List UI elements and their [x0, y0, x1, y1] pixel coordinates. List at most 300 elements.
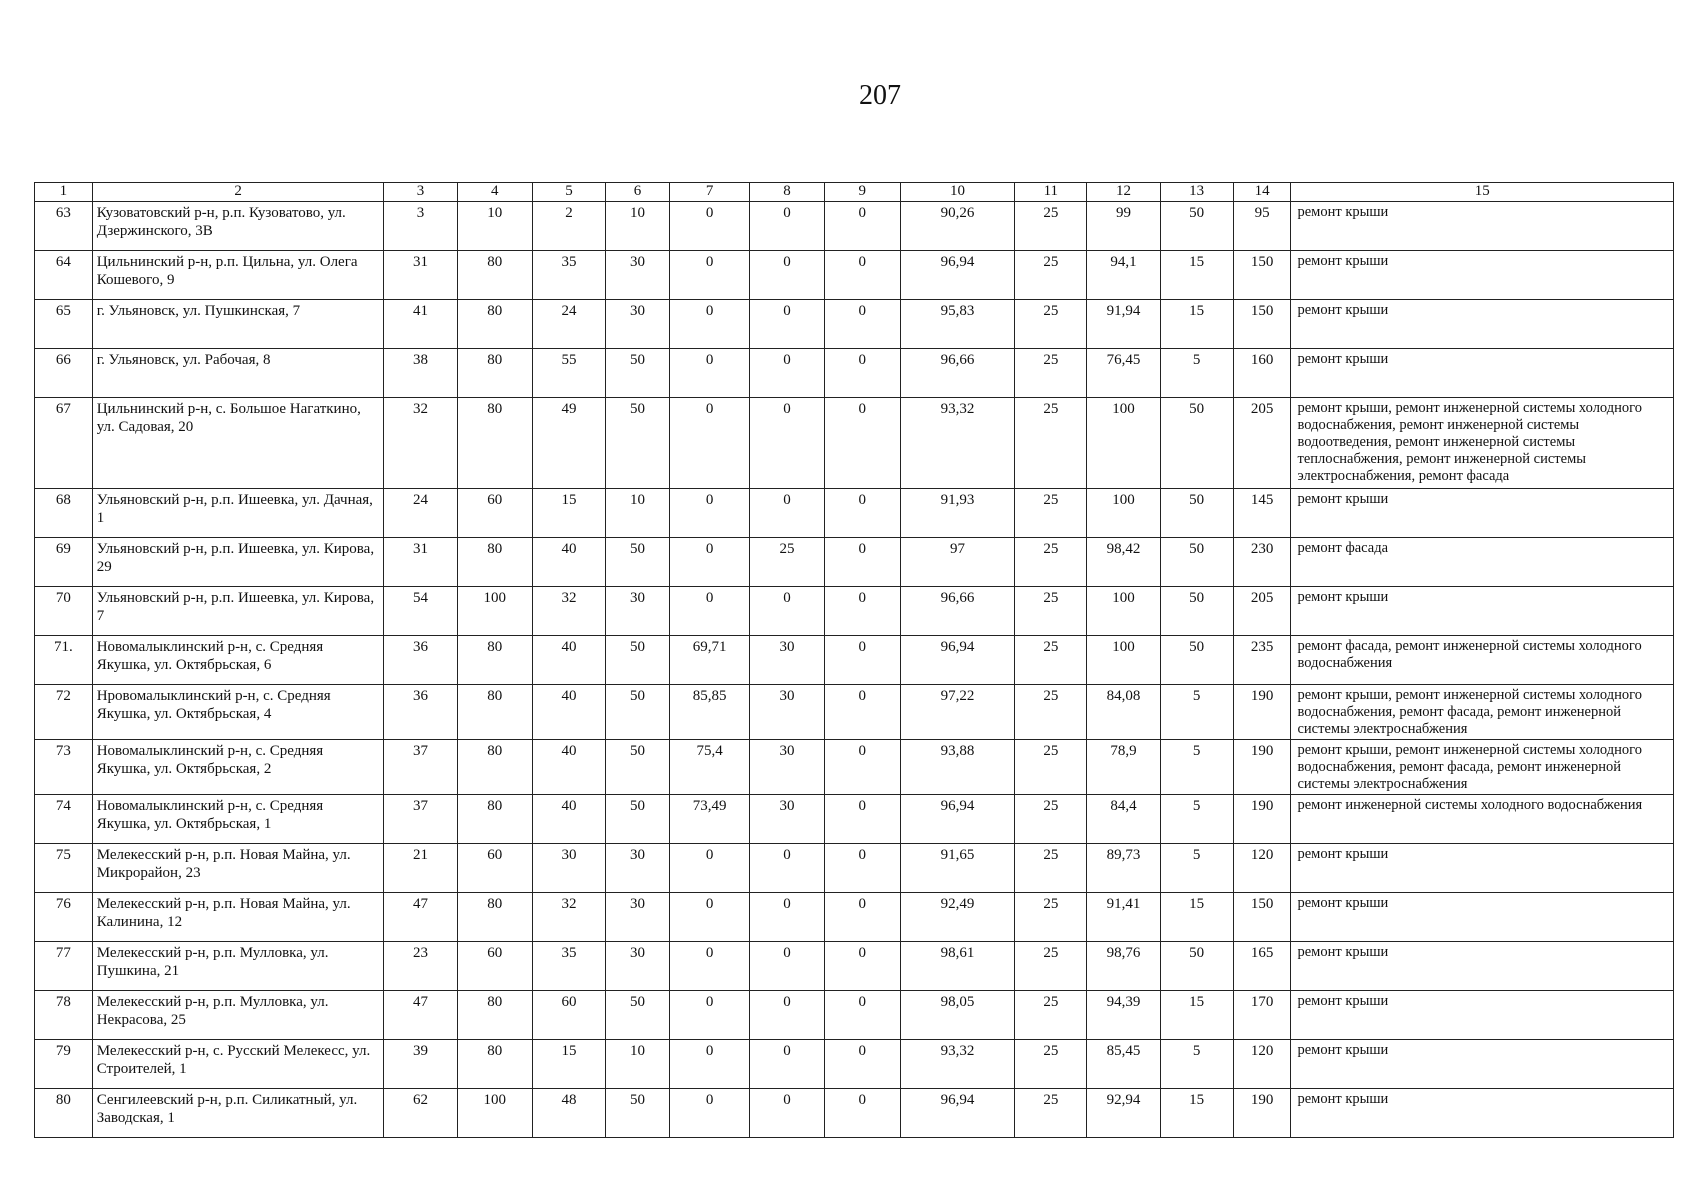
table-row — [35, 844, 1674, 893]
repair-works-cell: ремонт инженерной системы холодного водоснабжения — [1291, 795, 1674, 844]
value-cell-col-11: 25 — [1015, 349, 1087, 398]
repair-works-cell: ремонт крыши — [1291, 991, 1674, 1040]
value-cell-col-3: 23 — [384, 942, 457, 991]
value-cell-col-10: 92,49 — [900, 893, 1014, 942]
value-cell-col-7: 0 — [669, 991, 749, 1040]
header-cell: 7 — [669, 183, 749, 202]
table-row — [35, 489, 1674, 538]
row-number-cell: 74 — [35, 795, 93, 844]
value-cell-col-3: 31 — [384, 251, 457, 300]
header-cell: 1 — [35, 183, 93, 202]
value-cell-col-4: 100 — [457, 1089, 532, 1138]
value-cell-col-12: 94,39 — [1087, 991, 1160, 1040]
value-cell-col-14: 190 — [1233, 685, 1291, 740]
value-cell-col-9: 0 — [824, 685, 900, 740]
value-cell-col-11: 25 — [1015, 991, 1087, 1040]
value-cell-col-7: 0 — [669, 1089, 749, 1138]
value-cell-col-3: 38 — [384, 349, 457, 398]
value-cell-col-4: 80 — [457, 251, 532, 300]
value-cell-col-5: 40 — [532, 538, 605, 587]
value-cell-col-4: 10 — [457, 202, 532, 251]
address-cell: Мелекесский р-н, р.п. Новая Майна, ул. Калинина, 12 — [92, 893, 384, 942]
value-cell-col-12: 84,08 — [1087, 685, 1160, 740]
value-cell-col-8: 0 — [750, 398, 824, 489]
value-cell-col-9: 0 — [824, 538, 900, 587]
value-cell-col-13: 15 — [1160, 300, 1233, 349]
value-cell-col-11: 25 — [1015, 300, 1087, 349]
value-cell-col-13: 5 — [1160, 1040, 1233, 1089]
value-cell-col-8: 0 — [750, 1040, 824, 1089]
table-row — [35, 685, 1674, 740]
value-cell-col-12: 98,76 — [1087, 942, 1160, 991]
value-cell-col-11: 25 — [1015, 942, 1087, 991]
value-cell-col-7: 0 — [669, 202, 749, 251]
value-cell-col-11: 25 — [1015, 844, 1087, 893]
value-cell-col-10: 93,88 — [900, 740, 1014, 795]
value-cell-col-5: 30 — [532, 844, 605, 893]
value-cell-col-8: 25 — [750, 538, 824, 587]
value-cell-col-3: 21 — [384, 844, 457, 893]
value-cell-col-6: 50 — [606, 1089, 670, 1138]
value-cell-col-4: 80 — [457, 893, 532, 942]
value-cell-col-5: 40 — [532, 795, 605, 844]
header-cell: 6 — [606, 183, 670, 202]
table-header-row — [35, 183, 1674, 202]
value-cell-col-8: 0 — [750, 893, 824, 942]
value-cell-col-9: 0 — [824, 893, 900, 942]
row-number-cell: 72 — [35, 685, 93, 740]
value-cell-col-10: 98,05 — [900, 991, 1014, 1040]
row-number-cell: 66 — [35, 349, 93, 398]
value-cell-col-12: 99 — [1087, 202, 1160, 251]
value-cell-col-14: 205 — [1233, 398, 1291, 489]
value-cell-col-13: 50 — [1160, 489, 1233, 538]
value-cell-col-10: 91,93 — [900, 489, 1014, 538]
value-cell-col-4: 80 — [457, 991, 532, 1040]
value-cell-col-13: 50 — [1160, 398, 1233, 489]
value-cell-col-9: 0 — [824, 636, 900, 685]
header-cell: 4 — [457, 183, 532, 202]
table-row — [35, 587, 1674, 636]
value-cell-col-13: 50 — [1160, 538, 1233, 587]
value-cell-col-6: 30 — [606, 587, 670, 636]
value-cell-col-14: 150 — [1233, 251, 1291, 300]
value-cell-col-12: 84,4 — [1087, 795, 1160, 844]
value-cell-col-9: 0 — [824, 991, 900, 1040]
value-cell-col-3: 24 — [384, 489, 457, 538]
value-cell-col-7: 73,49 — [669, 795, 749, 844]
value-cell-col-3: 3 — [384, 202, 457, 251]
value-cell-col-7: 0 — [669, 844, 749, 893]
repair-works-cell: ремонт фасада — [1291, 538, 1674, 587]
value-cell-col-3: 37 — [384, 795, 457, 844]
value-cell-col-12: 100 — [1087, 587, 1160, 636]
value-cell-col-6: 50 — [606, 636, 670, 685]
address-cell: Нровомалыклинский р-н, с. Средняя Якушка, ул. Октябрьская, 4 — [92, 685, 384, 740]
value-cell-col-8: 30 — [750, 795, 824, 844]
row-number-cell: 64 — [35, 251, 93, 300]
value-cell-col-5: 15 — [532, 489, 605, 538]
value-cell-col-11: 25 — [1015, 1089, 1087, 1138]
value-cell-col-7: 0 — [669, 942, 749, 991]
value-cell-col-13: 15 — [1160, 991, 1233, 1040]
value-cell-col-8: 0 — [750, 300, 824, 349]
repair-works-cell: ремонт фасада, ремонт инженерной системы холодного водоснабжения — [1291, 636, 1674, 685]
value-cell-col-3: 36 — [384, 685, 457, 740]
value-cell-col-13: 5 — [1160, 844, 1233, 893]
value-cell-col-7: 0 — [669, 893, 749, 942]
value-cell-col-13: 15 — [1160, 893, 1233, 942]
value-cell-col-9: 0 — [824, 489, 900, 538]
value-cell-col-4: 80 — [457, 349, 532, 398]
value-cell-col-11: 25 — [1015, 636, 1087, 685]
header-cell: 9 — [824, 183, 900, 202]
value-cell-col-13: 15 — [1160, 1089, 1233, 1138]
value-cell-col-6: 10 — [606, 202, 670, 251]
table-row — [35, 398, 1674, 489]
value-cell-col-9: 0 — [824, 1040, 900, 1089]
value-cell-col-14: 120 — [1233, 844, 1291, 893]
value-cell-col-4: 80 — [457, 300, 532, 349]
value-cell-col-13: 5 — [1160, 795, 1233, 844]
value-cell-col-3: 39 — [384, 1040, 457, 1089]
value-cell-col-12: 76,45 — [1087, 349, 1160, 398]
value-cell-col-14: 150 — [1233, 300, 1291, 349]
value-cell-col-10: 98,61 — [900, 942, 1014, 991]
value-cell-col-8: 30 — [750, 740, 824, 795]
value-cell-col-14: 150 — [1233, 893, 1291, 942]
value-cell-col-10: 96,94 — [900, 1089, 1014, 1138]
header-cell: 10 — [900, 183, 1014, 202]
value-cell-col-5: 49 — [532, 398, 605, 489]
row-number-cell: 73 — [35, 740, 93, 795]
value-cell-col-6: 10 — [606, 1040, 670, 1089]
value-cell-col-7: 0 — [669, 349, 749, 398]
value-cell-col-14: 190 — [1233, 1089, 1291, 1138]
row-number-cell: 78 — [35, 991, 93, 1040]
value-cell-col-5: 24 — [532, 300, 605, 349]
value-cell-col-3: 47 — [384, 893, 457, 942]
value-cell-col-7: 0 — [669, 300, 749, 349]
value-cell-col-11: 25 — [1015, 1040, 1087, 1089]
value-cell-col-14: 165 — [1233, 942, 1291, 991]
repair-works-cell: ремонт крыши — [1291, 1040, 1674, 1089]
value-cell-col-6: 30 — [606, 251, 670, 300]
address-cell: Новомалыклинский р-н, с. Средняя Якушка, ул. Октябрьская, 6 — [92, 636, 384, 685]
header-cell: 12 — [1087, 183, 1160, 202]
value-cell-col-3: 41 — [384, 300, 457, 349]
address-cell: Ульяновский р-н, р.п. Ишеевка, ул. Кирова, 7 — [92, 587, 384, 636]
value-cell-col-11: 25 — [1015, 740, 1087, 795]
value-cell-col-4: 80 — [457, 398, 532, 489]
table-row — [35, 1040, 1674, 1089]
value-cell-col-6: 50 — [606, 538, 670, 587]
value-cell-col-7: 69,71 — [669, 636, 749, 685]
value-cell-col-14: 205 — [1233, 587, 1291, 636]
value-cell-col-14: 235 — [1233, 636, 1291, 685]
value-cell-col-8: 0 — [750, 251, 824, 300]
value-cell-col-10: 96,94 — [900, 636, 1014, 685]
value-cell-col-6: 50 — [606, 398, 670, 489]
value-cell-col-13: 5 — [1160, 740, 1233, 795]
value-cell-col-3: 37 — [384, 740, 457, 795]
value-cell-col-6: 30 — [606, 300, 670, 349]
value-cell-col-12: 98,42 — [1087, 538, 1160, 587]
header-cell: 15 — [1291, 183, 1674, 202]
value-cell-col-7: 0 — [669, 587, 749, 636]
header-cell: 14 — [1233, 183, 1291, 202]
repair-works-cell: ремонт крыши — [1291, 1089, 1674, 1138]
value-cell-col-8: 0 — [750, 489, 824, 538]
value-cell-col-4: 60 — [457, 844, 532, 893]
value-cell-col-5: 35 — [532, 942, 605, 991]
value-cell-col-4: 60 — [457, 489, 532, 538]
value-cell-col-6: 30 — [606, 893, 670, 942]
address-cell: Цильнинский р-н, р.п. Цильна, ул. Олега Кошевого, 9 — [92, 251, 384, 300]
header-cell: 11 — [1015, 183, 1087, 202]
value-cell-col-10: 97,22 — [900, 685, 1014, 740]
capital-repair-table — [34, 182, 1674, 1138]
value-cell-col-9: 0 — [824, 202, 900, 251]
value-cell-col-12: 92,94 — [1087, 1089, 1160, 1138]
value-cell-col-12: 100 — [1087, 636, 1160, 685]
value-cell-col-13: 5 — [1160, 685, 1233, 740]
value-cell-col-3: 54 — [384, 587, 457, 636]
value-cell-col-5: 40 — [532, 636, 605, 685]
repair-works-cell: ремонт крыши, ремонт инженерной системы холодного водоснабжения, ремонт фасада, ремонт инженерной системы электроснабжения — [1291, 685, 1674, 740]
value-cell-col-9: 0 — [824, 1089, 900, 1138]
value-cell-col-4: 80 — [457, 636, 532, 685]
value-cell-col-9: 0 — [824, 740, 900, 795]
value-cell-col-7: 85,85 — [669, 685, 749, 740]
row-number-cell: 77 — [35, 942, 93, 991]
value-cell-col-9: 0 — [824, 398, 900, 489]
value-cell-col-14: 120 — [1233, 1040, 1291, 1089]
value-cell-col-8: 0 — [750, 844, 824, 893]
table-row — [35, 300, 1674, 349]
value-cell-col-10: 96,66 — [900, 349, 1014, 398]
repair-works-cell: ремонт крыши, ремонт инженерной системы холодного водоснабжения, ремонт инженерной системы водоотведения, ремонт инженерной системы теплоснабжения, ремонт инженерной системы электроснабжения, ремонт фасада — [1291, 398, 1674, 489]
value-cell-col-8: 0 — [750, 991, 824, 1040]
value-cell-col-6: 50 — [606, 991, 670, 1040]
value-cell-col-12: 100 — [1087, 489, 1160, 538]
value-cell-col-12: 94,1 — [1087, 251, 1160, 300]
value-cell-col-7: 0 — [669, 1040, 749, 1089]
table-row — [35, 251, 1674, 300]
value-cell-col-9: 0 — [824, 300, 900, 349]
value-cell-col-6: 30 — [606, 942, 670, 991]
table-row — [35, 1089, 1674, 1138]
row-number-cell: 79 — [35, 1040, 93, 1089]
value-cell-col-5: 60 — [532, 991, 605, 1040]
row-number-cell: 68 — [35, 489, 93, 538]
value-cell-col-7: 0 — [669, 538, 749, 587]
row-number-cell: 71. — [35, 636, 93, 685]
value-cell-col-11: 25 — [1015, 538, 1087, 587]
repair-works-cell: ремонт крыши — [1291, 202, 1674, 251]
value-cell-col-11: 25 — [1015, 893, 1087, 942]
value-cell-col-11: 25 — [1015, 489, 1087, 538]
value-cell-col-6: 50 — [606, 685, 670, 740]
value-cell-col-10: 95,83 — [900, 300, 1014, 349]
value-cell-col-10: 96,94 — [900, 795, 1014, 844]
address-cell: Ульяновский р-н, р.п. Ишеевка, ул. Дачная, 1 — [92, 489, 384, 538]
value-cell-col-9: 0 — [824, 795, 900, 844]
value-cell-col-13: 15 — [1160, 251, 1233, 300]
value-cell-col-8: 30 — [750, 636, 824, 685]
address-cell: Новомалыклинский р-н, с. Средняя Якушка, ул. Октябрьская, 1 — [92, 795, 384, 844]
table-row — [35, 349, 1674, 398]
value-cell-col-10: 90,26 — [900, 202, 1014, 251]
table-row — [35, 740, 1674, 795]
value-cell-col-5: 32 — [532, 893, 605, 942]
repair-works-cell: ремонт крыши — [1291, 251, 1674, 300]
value-cell-col-10: 96,94 — [900, 251, 1014, 300]
value-cell-col-9: 0 — [824, 349, 900, 398]
header-cell: 13 — [1160, 183, 1233, 202]
value-cell-col-7: 0 — [669, 489, 749, 538]
value-cell-col-12: 100 — [1087, 398, 1160, 489]
value-cell-col-9: 0 — [824, 587, 900, 636]
value-cell-col-9: 0 — [824, 251, 900, 300]
value-cell-col-11: 25 — [1015, 202, 1087, 251]
value-cell-col-3: 47 — [384, 991, 457, 1040]
header-cell: 3 — [384, 183, 457, 202]
value-cell-col-4: 100 — [457, 587, 532, 636]
value-cell-col-6: 50 — [606, 740, 670, 795]
table-row — [35, 538, 1674, 587]
value-cell-col-14: 230 — [1233, 538, 1291, 587]
row-number-cell: 76 — [35, 893, 93, 942]
value-cell-col-11: 25 — [1015, 587, 1087, 636]
value-cell-col-13: 5 — [1160, 349, 1233, 398]
value-cell-col-11: 25 — [1015, 398, 1087, 489]
address-cell: Сенгилеевский р-н, р.п. Силикатный, ул. Заводская, 1 — [92, 1089, 384, 1138]
address-cell: Ульяновский р-н, р.п. Ишеевка, ул. Кирова, 29 — [92, 538, 384, 587]
address-cell: Новомалыклинский р-н, с. Средняя Якушка, ул. Октябрьская, 2 — [92, 740, 384, 795]
value-cell-col-8: 0 — [750, 1089, 824, 1138]
address-cell: г. Ульяновск, ул. Рабочая, 8 — [92, 349, 384, 398]
value-cell-col-12: 78,9 — [1087, 740, 1160, 795]
value-cell-col-14: 95 — [1233, 202, 1291, 251]
value-cell-col-13: 50 — [1160, 587, 1233, 636]
value-cell-col-14: 190 — [1233, 795, 1291, 844]
repair-works-cell: ремонт крыши, ремонт инженерной системы холодного водоснабжения, ремонт фасада, ремонт инженерной системы электроснабжения — [1291, 740, 1674, 795]
value-cell-col-11: 25 — [1015, 795, 1087, 844]
repair-works-cell: ремонт крыши — [1291, 489, 1674, 538]
value-cell-col-6: 50 — [606, 349, 670, 398]
value-cell-col-3: 32 — [384, 398, 457, 489]
value-cell-col-3: 36 — [384, 636, 457, 685]
row-number-cell: 80 — [35, 1089, 93, 1138]
repair-works-cell: ремонт крыши — [1291, 893, 1674, 942]
value-cell-col-9: 0 — [824, 942, 900, 991]
address-cell: Мелекесский р-н, р.п. Новая Майна, ул. Микрорайон, 23 — [92, 844, 384, 893]
value-cell-col-13: 50 — [1160, 636, 1233, 685]
value-cell-col-12: 89,73 — [1087, 844, 1160, 893]
value-cell-col-4: 80 — [457, 795, 532, 844]
value-cell-col-4: 60 — [457, 942, 532, 991]
value-cell-col-12: 91,41 — [1087, 893, 1160, 942]
address-cell: Цильнинский р-н, с. Большое Нагаткино, ул. Садовая, 20 — [92, 398, 384, 489]
value-cell-col-3: 31 — [384, 538, 457, 587]
value-cell-col-8: 0 — [750, 202, 824, 251]
value-cell-col-5: 32 — [532, 587, 605, 636]
header-cell: 8 — [750, 183, 824, 202]
header-cell: 5 — [532, 183, 605, 202]
value-cell-col-11: 25 — [1015, 251, 1087, 300]
value-cell-col-4: 80 — [457, 1040, 532, 1089]
value-cell-col-8: 0 — [750, 349, 824, 398]
value-cell-col-14: 190 — [1233, 740, 1291, 795]
value-cell-col-11: 25 — [1015, 685, 1087, 740]
value-cell-col-5: 15 — [532, 1040, 605, 1089]
value-cell-col-14: 160 — [1233, 349, 1291, 398]
row-number-cell: 69 — [35, 538, 93, 587]
value-cell-col-8: 0 — [750, 587, 824, 636]
address-cell: Кузоватовский р-н, р.п. Кузоватово, ул. Дзержинского, 3В — [92, 202, 384, 251]
table-row — [35, 636, 1674, 685]
table-row — [35, 795, 1674, 844]
value-cell-col-12: 91,94 — [1087, 300, 1160, 349]
value-cell-col-6: 50 — [606, 795, 670, 844]
row-number-cell: 70 — [35, 587, 93, 636]
value-cell-col-10: 91,65 — [900, 844, 1014, 893]
table-row — [35, 202, 1674, 251]
address-cell: Мелекесский р-н, р.п. Мулловка, ул. Некрасова, 25 — [92, 991, 384, 1040]
value-cell-col-7: 0 — [669, 251, 749, 300]
row-number-cell: 67 — [35, 398, 93, 489]
value-cell-col-14: 170 — [1233, 991, 1291, 1040]
value-cell-col-5: 40 — [532, 740, 605, 795]
value-cell-col-10: 96,66 — [900, 587, 1014, 636]
page-number: 207 — [859, 80, 901, 111]
value-cell-col-5: 40 — [532, 685, 605, 740]
value-cell-col-3: 62 — [384, 1089, 457, 1138]
value-cell-col-10: 93,32 — [900, 1040, 1014, 1089]
value-cell-col-4: 80 — [457, 538, 532, 587]
value-cell-col-14: 145 — [1233, 489, 1291, 538]
address-cell: г. Ульяновск, ул. Пушкинская, 7 — [92, 300, 384, 349]
value-cell-col-5: 48 — [532, 1089, 605, 1138]
value-cell-col-13: 50 — [1160, 942, 1233, 991]
value-cell-col-5: 35 — [532, 251, 605, 300]
value-cell-col-4: 80 — [457, 740, 532, 795]
value-cell-col-6: 10 — [606, 489, 670, 538]
row-number-cell: 75 — [35, 844, 93, 893]
table-row — [35, 991, 1674, 1040]
value-cell-col-10: 93,32 — [900, 398, 1014, 489]
row-number-cell: 65 — [35, 300, 93, 349]
value-cell-col-7: 75,4 — [669, 740, 749, 795]
address-cell: Мелекесский р-н, с. Русский Мелекесс, ул. Строителей, 1 — [92, 1040, 384, 1089]
value-cell-col-8: 0 — [750, 942, 824, 991]
table-row — [35, 942, 1674, 991]
value-cell-col-5: 55 — [532, 349, 605, 398]
table-row — [35, 893, 1674, 942]
repair-works-cell: ремонт крыши — [1291, 942, 1674, 991]
address-cell: Мелекесский р-н, р.п. Мулловка, ул. Пушкина, 21 — [92, 942, 384, 991]
header-cell: 2 — [92, 183, 384, 202]
value-cell-col-6: 30 — [606, 844, 670, 893]
value-cell-col-7: 0 — [669, 398, 749, 489]
value-cell-col-13: 50 — [1160, 202, 1233, 251]
repair-works-cell: ремонт крыши — [1291, 587, 1674, 636]
value-cell-col-9: 0 — [824, 844, 900, 893]
value-cell-col-5: 2 — [532, 202, 605, 251]
value-cell-col-12: 85,45 — [1087, 1040, 1160, 1089]
row-number-cell: 63 — [35, 202, 93, 251]
